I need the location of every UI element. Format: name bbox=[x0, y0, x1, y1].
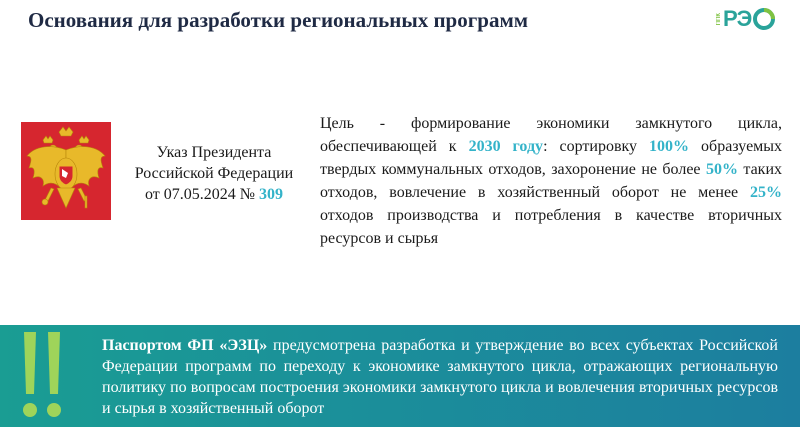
notice-text bbox=[102, 335, 778, 419]
decree-date: от 07.05.2024 № bbox=[144, 186, 256, 203]
decree-line-1: Указ Президента bbox=[156, 144, 272, 161]
goal-text-4: таких отходов, вовлечение в хозяйственный оборот не менее bbox=[320, 161, 782, 201]
decree-reference bbox=[122, 142, 306, 205]
logo-small-text: ППК bbox=[716, 12, 722, 26]
page-title: Основания для разработки региональных программ bbox=[28, 8, 529, 32]
goal-landfill-percent: 50% bbox=[705, 161, 738, 178]
decree-line-3 bbox=[122, 184, 306, 205]
decree-number: 309 bbox=[259, 186, 284, 203]
goal-sorting-percent: 100% bbox=[649, 138, 690, 155]
goal-statement bbox=[320, 112, 782, 250]
goal-text-3: образуемых твердых коммунальных отходов, захоронение не более bbox=[320, 138, 783, 178]
coat-of-arms-icon bbox=[21, 122, 111, 220]
reo-logo bbox=[716, 4, 778, 34]
decree-line-2: Российской Федерации bbox=[134, 165, 294, 182]
goal-text-5: отходов производства и потребления в качестве вторичных ресурсов и сырья bbox=[320, 207, 782, 247]
goal-recycling-percent: 25% bbox=[750, 184, 782, 201]
logo-mark-text: РЭ bbox=[723, 6, 752, 31]
goal-text-2: : сортировку bbox=[543, 138, 638, 155]
goal-year: 2030 году bbox=[468, 138, 544, 155]
notice-body: предусмотрена разработка и утверждение во всех субъектах Российской Федерации программ по переходу к экономике замкнутого цикла, отражающих региональную политику по вопросам построения экономики замкнутого цикла и вовлечения вторичных ресурсов и сырья в хозяйственный оборот bbox=[102, 337, 778, 417]
logo-circle-icon bbox=[752, 7, 776, 31]
goal-text-1: Цель - формирование экономики замкнутого цикла, обеспечивающей к bbox=[320, 115, 782, 155]
double-exclamation-icon bbox=[18, 328, 68, 423]
notice-bold: Паспортом ФП «ЭЗЦ» bbox=[102, 337, 268, 354]
